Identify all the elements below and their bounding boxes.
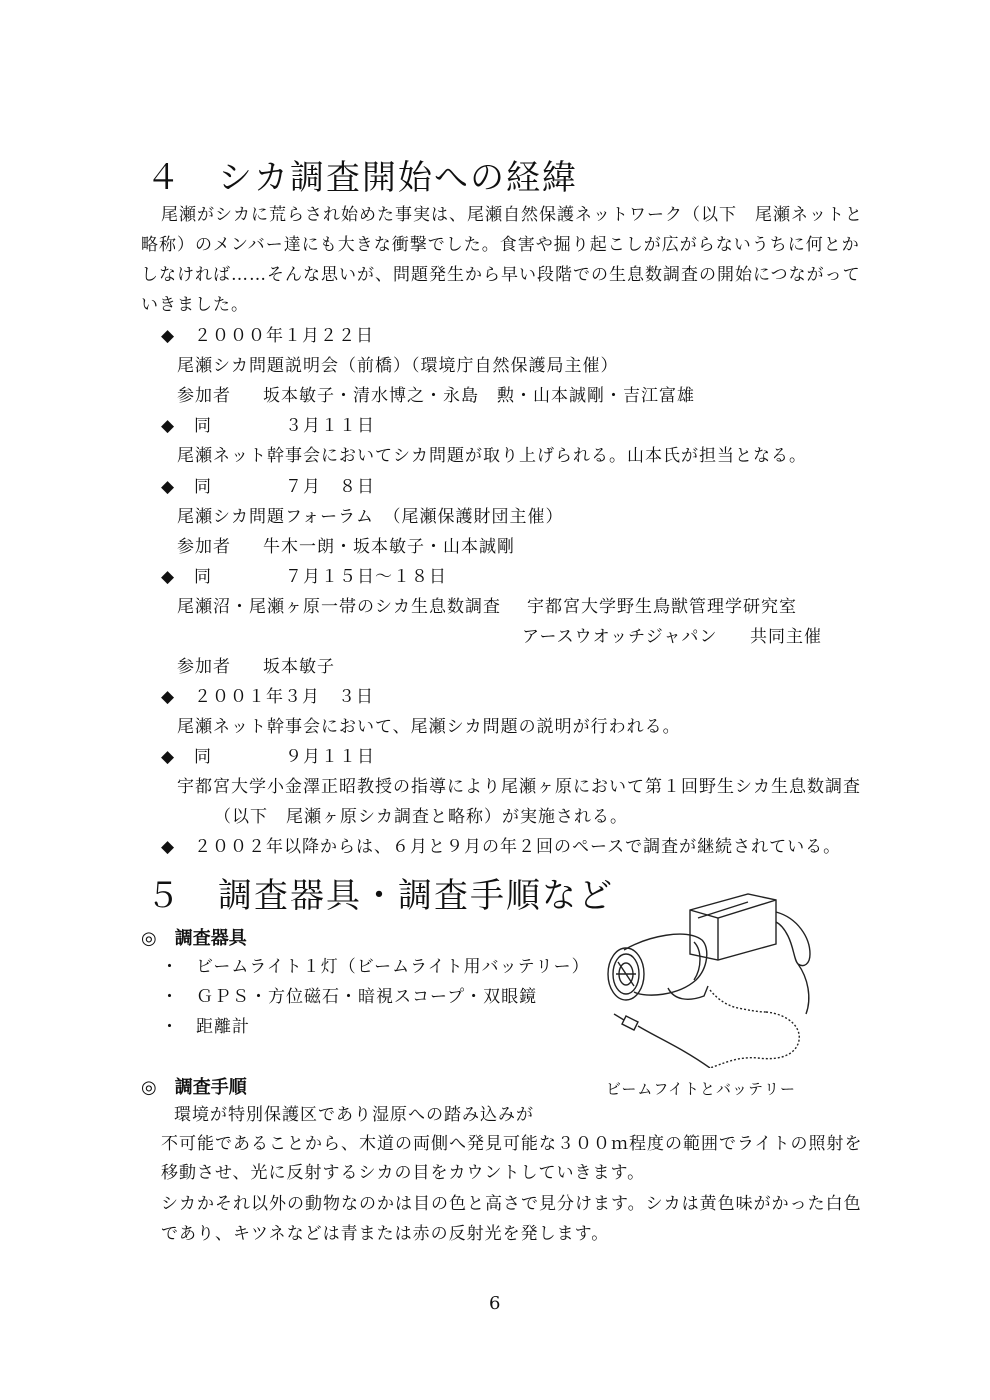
equipment-subheading: ◎ 調査器具 xyxy=(141,928,247,949)
equipment-item: ビームライト１灯（ビームライト用バッテリー） xyxy=(196,957,590,977)
bullet-diamond: ◆ xyxy=(161,687,176,707)
entry-date: ７月１５日～１８日 xyxy=(285,567,447,587)
bullet-diamond: ◆ xyxy=(161,837,176,857)
procedure-line: 不可能であることから、木道の両側へ発見可能な３００ｍ程度の範囲でライトの照射を xyxy=(161,1134,863,1154)
procedure-subheading: ◎ 調査手順 xyxy=(141,1077,247,1098)
bullet-dot: ・ xyxy=(161,957,179,977)
participants-names: 坂本敏子・清水博之・永島 勲・山本誠剛・吉江富雄 xyxy=(263,386,695,406)
entry-event: 尾瀬ネット幹事会においてシカ問題が取り上げられる。山本氏が担当となる。 xyxy=(177,446,807,466)
entry-date: ９月１１日 xyxy=(285,747,375,767)
same-mark: 同 xyxy=(194,567,212,587)
equipment-item: ＧＰＳ・方位磁石・暗視スコープ・双眼鏡 xyxy=(196,987,538,1007)
beam-light-battery-illustration xyxy=(598,888,828,1068)
entry-date: ２０００年１月２２日 xyxy=(194,326,374,346)
entry-event: （以下 尾瀬ヶ原シカ調査と略称）が実施される。 xyxy=(214,807,628,827)
bullet-diamond: ◆ xyxy=(161,416,176,436)
participants-label: 参加者 xyxy=(177,386,231,406)
equipment-item: 距離計 xyxy=(196,1017,250,1037)
same-mark: 同 xyxy=(194,416,212,436)
section-4-heading: ４ シカ調査開始への経緯 xyxy=(146,158,578,198)
cohost-label: 共同主催 xyxy=(750,627,822,647)
procedure-line: 環境が特別保護区であり湿原への踏み込みが xyxy=(174,1105,534,1125)
bullet-diamond: ◆ xyxy=(161,326,176,346)
bullet-diamond: ◆ xyxy=(161,567,176,587)
entry-text: ２００２年以降からは、６月と９月の年２回のペースで調査が継続されている。 xyxy=(194,837,842,857)
intro-line: しなければ……そんな思いが、問題発生から早い段階での生息数調査の開始につながって xyxy=(141,265,861,285)
section-5-heading: ５ 調査器具・調査手順など xyxy=(146,876,614,916)
intro-line: 尾瀬がシカに荒らされ始めた事実は、尾瀬自然保護ネットワーク（以下 尾瀬ネットと xyxy=(161,205,863,225)
entry-event: 尾瀬シカ問題フォーラム （尾瀬保護財団主催） xyxy=(177,507,564,527)
participants-names: 牛木一朗・坂本敏子・山本誠剛 xyxy=(263,537,515,557)
intro-line: 略称）のメンバー達にも大きな衝撃でした。食害や掘り起こしが広がらないうちに何とか xyxy=(141,235,860,255)
intro-line: いきました。 xyxy=(141,295,249,315)
procedure-line: シカかそれ以外の動物なのかは目の色と高さで見分けます。シカは黄色味がかった白色 xyxy=(161,1194,862,1214)
entry-event: 尾瀬ネット幹事会において、尾瀬シカ問題の説明が行われる。 xyxy=(177,717,681,737)
participants-names: 坂本敏子 xyxy=(263,657,335,677)
entry-date: ７月 ８日 xyxy=(285,477,375,497)
same-mark: 同 xyxy=(194,747,212,767)
organizer: 宇都宮大学野生鳥獣管理学研究室 xyxy=(527,597,797,617)
organizer: アースウオッチジャパン xyxy=(522,627,718,647)
participants-label: 参加者 xyxy=(177,537,231,557)
bullet-diamond: ◆ xyxy=(161,747,176,767)
procedure-line: であり、キツネなどは青または赤の反射光を発します。 xyxy=(161,1224,610,1244)
bullet-dot: ・ xyxy=(161,1017,179,1037)
entry-event: 宇都宮大学小金澤正昭教授の指導により尾瀬ヶ原において第１回野生シカ生息数調査 xyxy=(177,777,861,797)
procedure-line: 移動させ、光に反射するシカの目をカウントしていきます。 xyxy=(161,1163,646,1183)
participants-label: 参加者 xyxy=(177,657,231,677)
page-number: 6 xyxy=(489,1293,501,1314)
bullet-diamond: ◆ xyxy=(161,477,176,497)
image-caption: ビームフイトとバッテリー xyxy=(606,1080,797,1098)
entry-event: 尾瀬シカ問題説明会（前橋）（環境庁自然保護局主催） xyxy=(177,356,619,376)
bullet-dot: ・ xyxy=(161,987,179,1007)
entry-date: ２００１年３月 ３日 xyxy=(194,687,374,707)
entry-event: 尾瀬沼・尾瀬ヶ原一帯のシカ生息数調査 xyxy=(177,597,501,617)
entry-date: ３月１１日 xyxy=(285,416,375,436)
same-mark: 同 xyxy=(194,477,212,497)
